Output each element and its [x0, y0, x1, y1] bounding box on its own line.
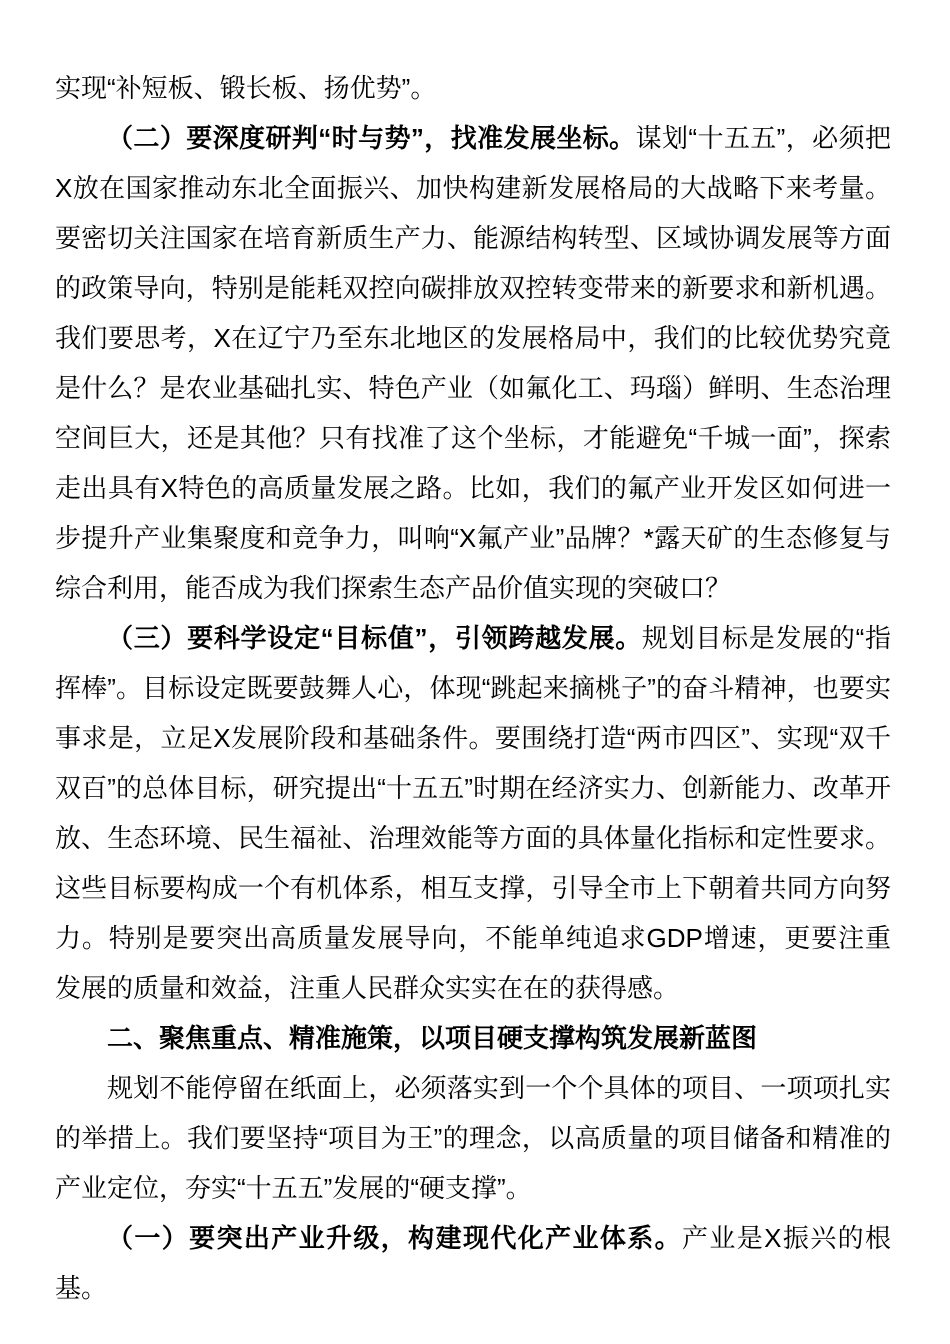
text-run: 规划不能停留在纸面上，必须落实到一个个具体的项目、一项项扎实的举措上。我们要坚持“项目为王”的理念，以高质量的项目储备和精准的产业定位，夯实“十五五”发展的“硬支撑”。 [55, 1073, 891, 1203]
text-run: 规划目标是发展的“指挥棒”。目标设定既要鼓舞人心，体现“跳起来摘桃子”的奋斗精神，也要实事求是，立足X发展阶段和基础条件。要围绕打造“两市四区”、实现“双千双百”的总体目标，研究提出“十五五”时期在经济实力、创新能力、改革开放、生态环境、民生福祉、治理效能等方面的具体量化指标和定性要求。这些目标要构成一个有机体系，相互支撑，引导全市上下朝着共同方向努力。特别是要突出高质量发展导向，不能单纯追求GDP增速，更要注重发展的质量和效益，注重人民群众实实在在的获得感。 [55, 623, 891, 1003]
section-heading [55, 1013, 891, 1063]
bold-text-run: （三）要科学设定“目标值”，引领跨越发展。 [107, 623, 642, 653]
bold-text-run: （二）要深度研判“时与势”，找准发展坐标。 [107, 123, 636, 153]
text-run: 谋划“十五五”，必须把X放在国家推动东北全面振兴、加快构建新发展格局的大战略下来考量。要密切关注国家在培育新质生产力、能源结构转型、区域协调发展等方面的政策导向，特别是能耗双控向碳排放双控转变带来的新要求和新机遇。我们要思考，X在辽宁乃至东北地区的发展格局中，我们的比较优势究竟是什么？是农业基础扎实、特色产业（如氟化工、玛瑙）鲜明、生态治理空间巨大，还是其他？只有找准了这个坐标，才能避免“千城一面”，探索走出具有X特色的高质量发展之路。比如，我们的氟产业开发区如何进一步提升产业集聚度和竞争力，叫响“X氟产业”品牌？*露天矿的生态修复与综合利用，能否成为我们探索生态产品价值实现的突破口？ [55, 123, 891, 603]
paragraph [55, 613, 891, 1013]
paragraph [55, 63, 891, 113]
paragraph [55, 113, 891, 613]
text-run: 实现“补短板、锻长板、扬优势”。 [55, 73, 437, 103]
bold-text-run: 二、聚焦重点、精准施策，以项目硬支撑构筑发展新蓝图 [107, 1023, 758, 1053]
bold-text-run: （一）要突出产业升级，构建现代化产业体系。 [107, 1223, 682, 1253]
paragraph [55, 1063, 891, 1213]
document-text-block [55, 63, 891, 1313]
paragraph [55, 1213, 891, 1313]
text-run: 产业是X振兴的根基。 [55, 1223, 891, 1303]
